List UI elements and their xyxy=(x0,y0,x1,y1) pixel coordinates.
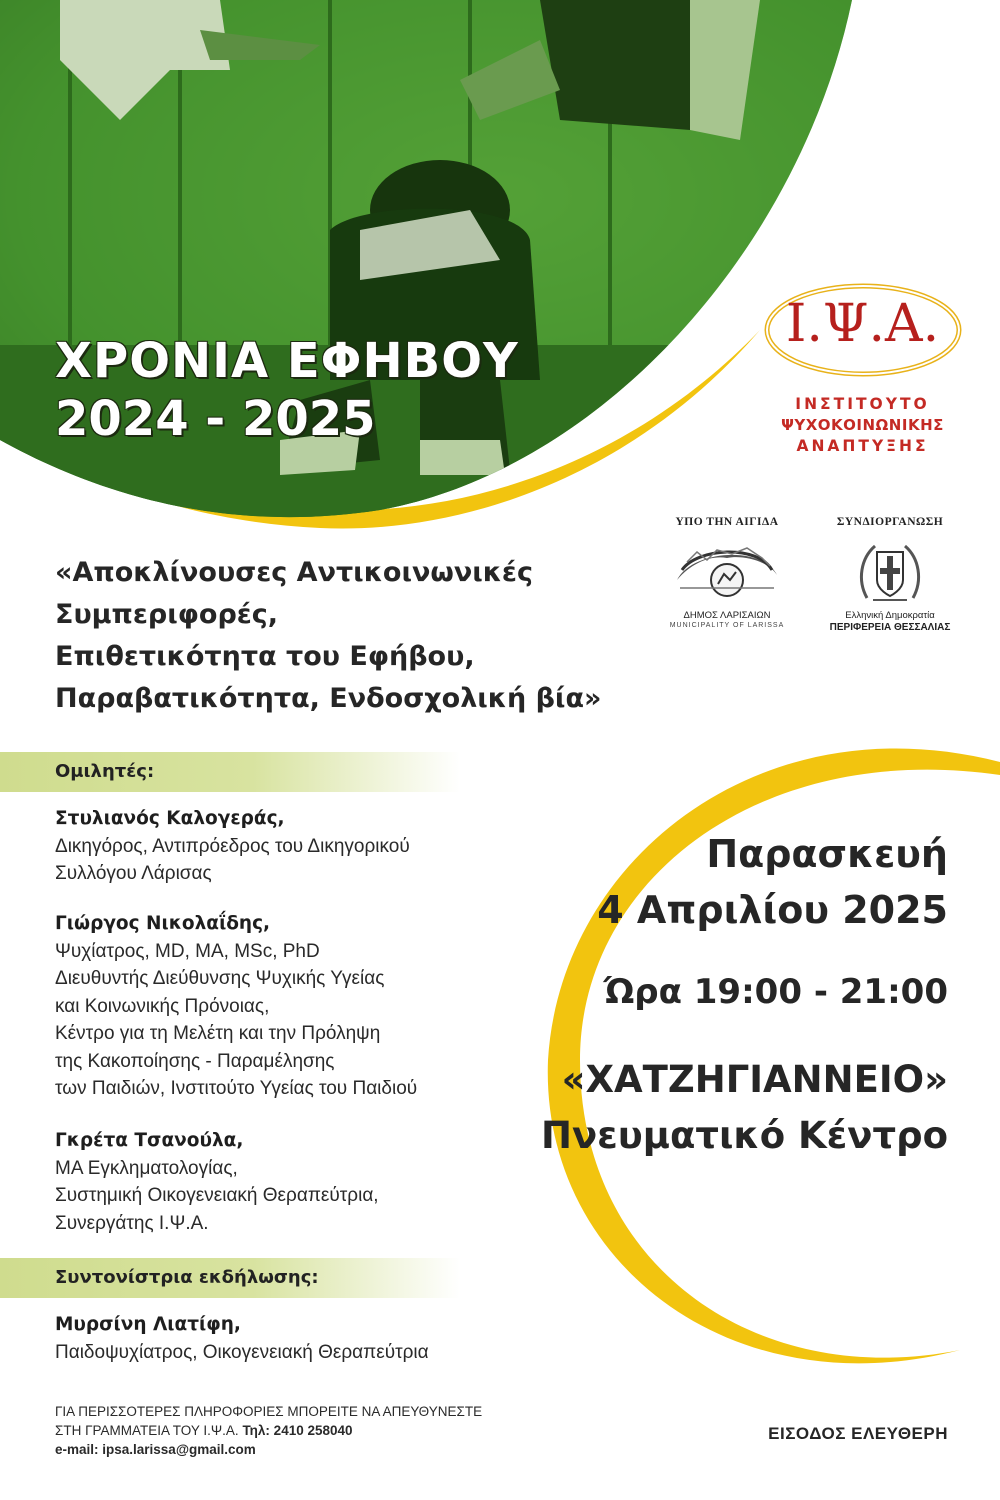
speaker-name: Γιώργος Νικολαΐδης, xyxy=(55,913,271,934)
speaker-credential: Δικηγόρος, Αντιπρόεδρος του Δικηγορικού xyxy=(55,835,410,857)
poster-title xyxy=(55,332,519,448)
speaker-credential: Συστημική Οικογενειακή Θεραπεύτρια, xyxy=(55,1185,379,1206)
speaker-name: Γκρέτα Τσανούλα, xyxy=(55,1130,244,1151)
topic-line: Παραβατικότητα, Ενδοσχολική βία» xyxy=(55,683,602,714)
contact-line-1: ΓΙΑ ΠΕΡΙΣΣΟΤΕΡΕΣ ΠΛΗΡΟΦΟΡΙΕΣ ΜΠΟΡΕΙΤΕ ΝΑ ΑΠΕΥΘΥΝΕΣΤΕ xyxy=(55,1404,483,1419)
contact-phone: Τηλ: 2410 258040 xyxy=(242,1423,353,1438)
patron-caption-right-2: ΠΕΡΙΦΕΡΕΙΑ ΘΕΣΣΑΛΙΑΣ xyxy=(829,622,951,633)
event-time: Ώρα 19:00 - 21:00 xyxy=(603,972,948,1012)
patron-municipality xyxy=(652,516,802,629)
logo-line-2: ΨΥΧΟΚΟΙΝΩΝΙΚΗΣ xyxy=(781,416,944,434)
speaker-name: Στυλιανός Καλογεράς, xyxy=(55,808,285,829)
moderator xyxy=(55,1311,429,1366)
speaker-credential: Συνεργάτης Ι.Ψ.Α. xyxy=(55,1212,209,1234)
speaker-credential: Διευθυντής Διεύθυνσης Ψυχικής Υγείας xyxy=(55,968,385,989)
municipality-emblem-icon xyxy=(672,540,782,606)
greek-coat-of-arms-icon xyxy=(855,540,925,606)
topic-line: Επιθετικότητα του Εφήβου, xyxy=(55,641,475,672)
speakers-heading: Ομιλητές: xyxy=(55,761,155,782)
logo-line-1: ΙΝΣΤΙΤΟΥΤΟ xyxy=(795,395,930,413)
patron-caption-left: ΔΗΜΟΣ ΛΑΡΙΣΑΙΩΝ xyxy=(683,610,771,621)
venue-type: Πνευματικό Κέντρο xyxy=(541,1114,948,1157)
patron-heading-right: ΣΥΝΔΙΟΡΓΑΝΩΣΗ xyxy=(836,516,944,528)
speaker-2 xyxy=(55,910,417,1103)
free-entry-notice: ΕΙΣΟΔΟΣ ΕΛΕΥΘΕΡΗ xyxy=(768,1424,948,1443)
venue-name: «ΧΑΤΖΗΓΙΑΝΝΕΙΟ» xyxy=(561,1058,948,1101)
patron-region xyxy=(815,516,965,634)
event-topic xyxy=(55,552,601,720)
speaker-credential: Ψυχίατρος, MD, MA, MSc, PhD xyxy=(55,940,320,962)
patron-caption-right: Ελληνική Δημοκρατία xyxy=(845,610,935,621)
title-line-1: ΧΡΟΝΙΑ ΕΦΗΒΟΥ xyxy=(55,333,519,389)
contact-line-2 xyxy=(55,1421,482,1440)
moderator-heading: Συντονίστρια εκδήλωσης: xyxy=(55,1267,319,1288)
patron-caption-left-2: MUNICIPALITY OF LARISSA xyxy=(669,622,785,629)
speaker-credential: Κέντρο για τη Μελέτη και την Πρόληψη xyxy=(55,1023,381,1044)
moderator-heading-band xyxy=(0,1258,460,1298)
speaker-credential: των Παιδιών, Ινστιτούτο Υγείας του Παιδιού xyxy=(55,1078,418,1099)
speaker-credential: της Κακοποίησης - Παραμέλησης xyxy=(55,1050,335,1072)
moderator-name: Μυρσίνη Λιατίφη, xyxy=(55,1314,241,1335)
topic-line: Συμπεριφορές, xyxy=(55,599,279,630)
event-date xyxy=(597,826,948,938)
event-full-date: 4 Απριλίου 2025 xyxy=(597,888,948,932)
speaker-credential: Συλλόγου Λάρισας xyxy=(55,863,212,884)
contact-secretariat: ΣΤΗ ΓΡΑΜΜΑΤΕΙΑ ΤΟΥ Ι.Ψ.Α. xyxy=(55,1423,239,1438)
patron-heading-left: ΥΠΟ ΤΗΝ ΑΙΓΙΔΑ xyxy=(675,516,779,528)
institute-logo xyxy=(760,280,965,457)
speaker-1 xyxy=(55,805,410,888)
logo-line-3: ΑΝΑΠΤΥΞΗΣ xyxy=(796,437,929,455)
event-day: Παρασκευή xyxy=(706,832,948,876)
topic-line: «Αποκλίνουσες Αντικοινωνικές xyxy=(55,557,533,588)
logo-mark: Ι.Ψ.Α. xyxy=(785,294,940,354)
title-line-2: 2024 - 2025 xyxy=(55,391,376,447)
logo-emblem xyxy=(763,280,963,380)
contact-info xyxy=(55,1402,482,1459)
speakers-heading-band xyxy=(0,752,460,792)
speaker-credential: και Κοινωνικής Πρόνοιας, xyxy=(55,995,270,1017)
event-venue xyxy=(541,1052,948,1164)
speaker-3 xyxy=(55,1127,379,1237)
moderator-credential: Παιδοψυχίατρος, Οικογενειακή Θεραπεύτρια xyxy=(55,1341,429,1363)
contact-email: e-mail: ipsa.larissa@gmail.com xyxy=(55,1442,256,1457)
speaker-credential: MA Εγκληματολογίας, xyxy=(55,1157,238,1179)
